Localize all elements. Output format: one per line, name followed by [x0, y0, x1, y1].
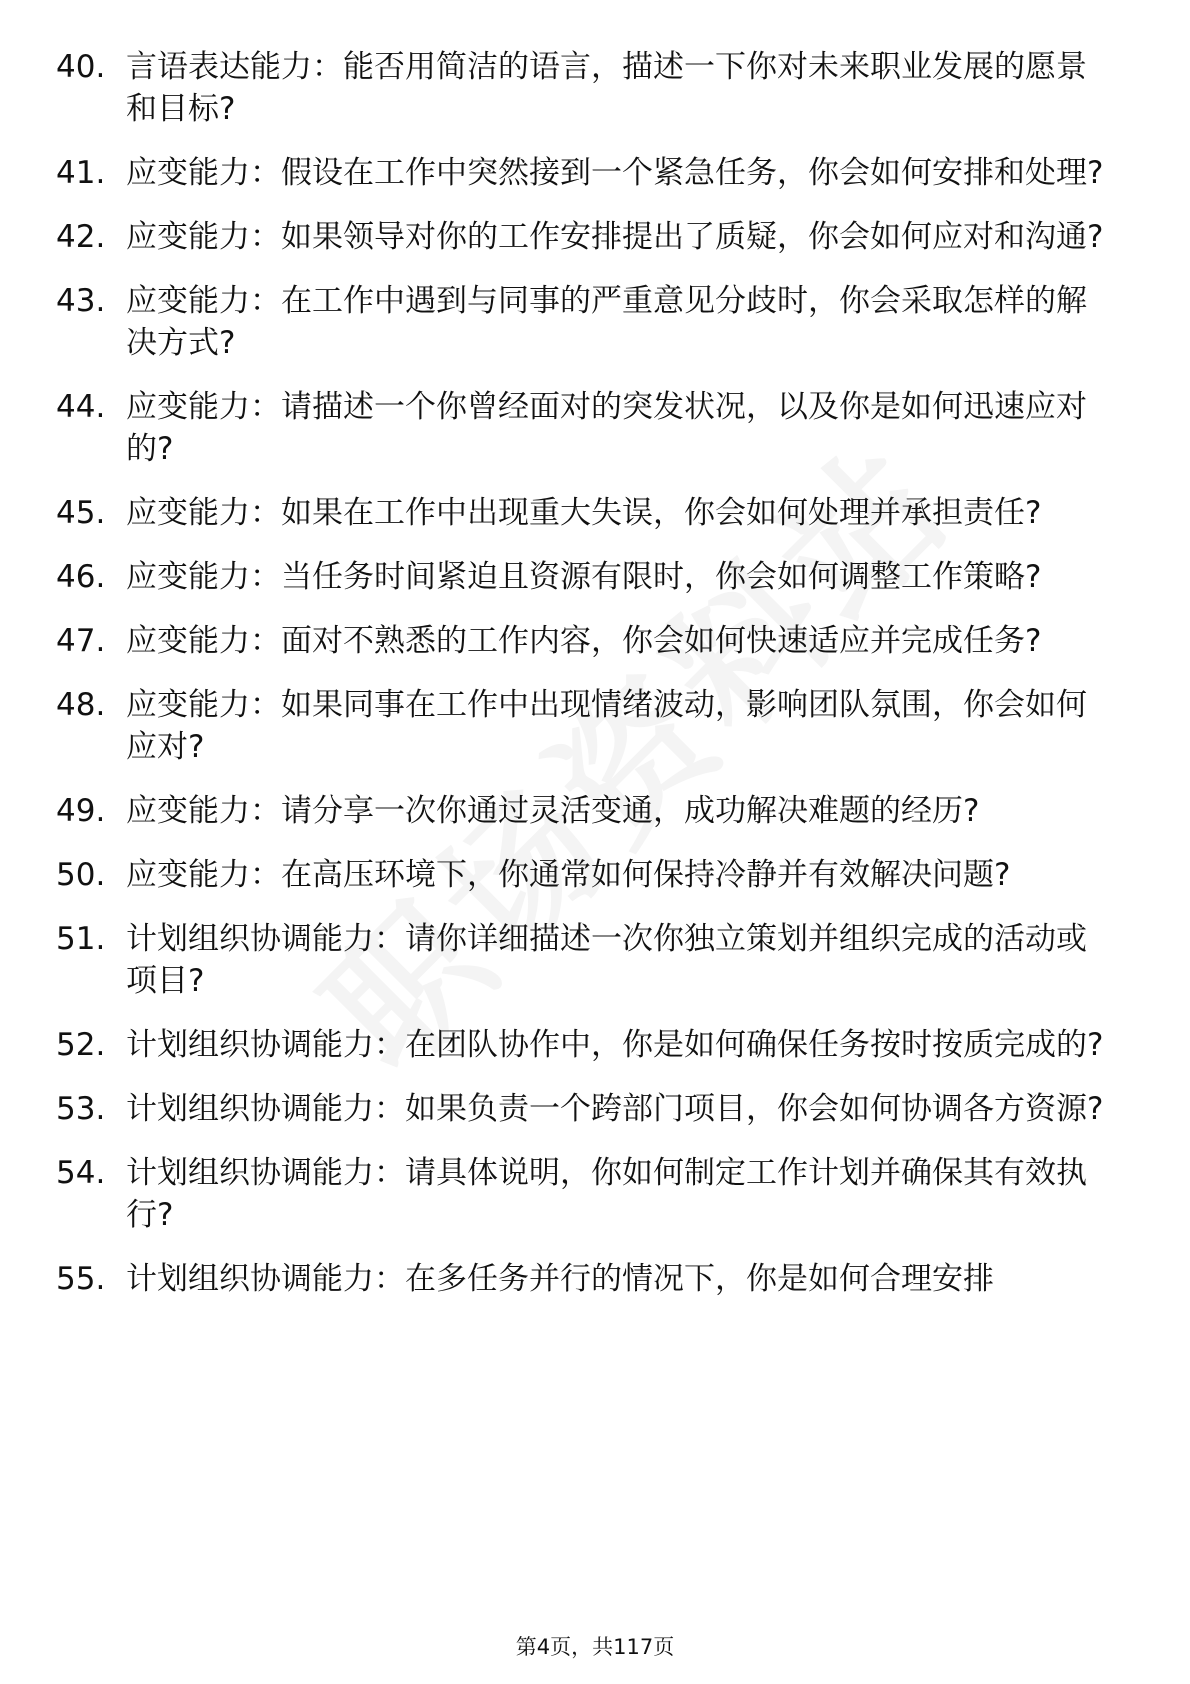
question-number: 41.	[56, 155, 106, 191]
list-item	[0, 386, 1190, 470]
question-text: 应变能力：在工作中遇到与同事的严重意见分歧时，你会采取怎样的解决方式?	[126, 283, 1087, 361]
question-number: 53.	[56, 1091, 106, 1127]
list-item	[0, 790, 1190, 832]
list-item	[0, 854, 1190, 896]
question-text: 应变能力：如果在工作中出现重大失误，你会如何处理并承担责任?	[126, 495, 1042, 531]
question-text: 应变能力：请描述一个你曾经面对的突发状况，以及你是如何迅速应对的?	[126, 389, 1087, 467]
question-number: 46.	[56, 559, 106, 595]
list-item	[0, 1152, 1190, 1236]
list-item	[0, 152, 1190, 194]
list-item	[0, 1258, 1190, 1300]
list-item	[0, 280, 1190, 364]
question-number: 47.	[56, 623, 106, 659]
list-item	[0, 216, 1190, 258]
question-text: 应变能力：在高压环境下，你通常如何保持冷静并有效解决问题?	[126, 857, 1011, 893]
list-item	[0, 1088, 1190, 1130]
question-text: 应变能力：请分享一次你通过灵活变通，成功解决难题的经历?	[126, 793, 980, 829]
list-item	[0, 1024, 1190, 1066]
question-text: 应变能力：当任务时间紧迫且资源有限时，你会如何调整工作策略?	[126, 559, 1042, 595]
question-text: 应变能力：面对不熟悉的工作内容，你会如何快速适应并完成任务?	[126, 623, 1042, 659]
list-item	[0, 556, 1190, 598]
list-item	[0, 684, 1190, 768]
question-number: 51.	[56, 921, 106, 957]
question-number: 48.	[56, 687, 106, 723]
question-text: 计划组织协调能力：在团队协作中，你是如何确保任务按时按质完成的?	[126, 1027, 1104, 1063]
question-text: 应变能力：假设在工作中突然接到一个紧急任务，你会如何安排和处理?	[126, 155, 1104, 191]
question-text: 计划组织协调能力：在多任务并行的情况下，你是如何合理安排	[126, 1261, 994, 1297]
question-text: 计划组织协调能力：请你详细描述一次你独立策划并组织完成的活动或项目?	[126, 921, 1087, 999]
question-number: 44.	[56, 389, 106, 425]
question-text: 言语表达能力：能否用简洁的语言，描述一下你对未来职业发展的愿景和目标?	[126, 49, 1087, 127]
question-number: 50.	[56, 857, 106, 893]
question-number: 49.	[56, 793, 106, 829]
list-item	[0, 620, 1190, 662]
question-number: 55.	[56, 1261, 106, 1297]
question-number: 42.	[56, 219, 106, 255]
question-number: 54.	[56, 1155, 106, 1191]
list-item	[0, 492, 1190, 534]
page-footer: 第4页，共117页	[515, 1635, 675, 1659]
list-item	[0, 918, 1190, 1002]
question-number: 52.	[56, 1027, 106, 1063]
question-list	[0, 46, 1190, 1322]
question-text: 应变能力：如果领导对你的工作安排提出了质疑，你会如何应对和沟通?	[126, 219, 1104, 255]
question-text: 计划组织协调能力：如果负责一个跨部门项目，你会如何协调各方资源?	[126, 1091, 1104, 1127]
question-number: 45.	[56, 495, 106, 531]
question-number: 40.	[56, 49, 106, 85]
question-number: 43.	[56, 283, 106, 319]
question-text: 计划组织协调能力：请具体说明，你如何制定工作计划并确保其有效执行?	[126, 1155, 1087, 1233]
list-item	[0, 46, 1190, 130]
question-text: 应变能力：如果同事在工作中出现情绪波动，影响团队氛围，你会如何应对?	[126, 687, 1087, 765]
